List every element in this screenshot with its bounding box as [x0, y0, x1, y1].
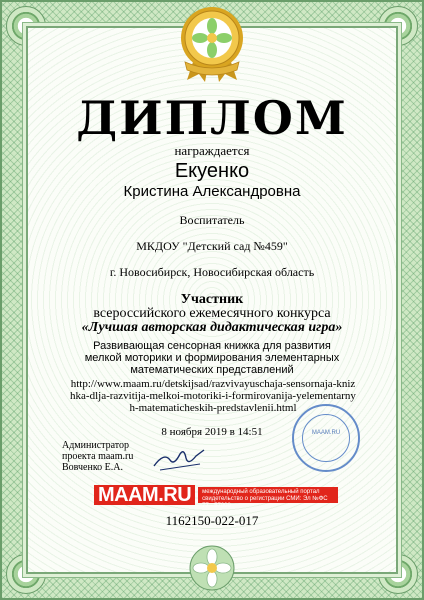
location: г. Новосибирск, Новосибирская область [109, 265, 315, 279]
flower-icon [188, 544, 236, 592]
stamp-inner-ring [302, 414, 350, 462]
brand-tagline: международный образовательный портал свидетельство о регистрации СМИ: Эл №ФС 77 - 57008 [198, 487, 338, 503]
awarded-label: награждается [174, 143, 250, 158]
work-title: Развивающая сенсорная книжка для развития мелкой моторики и формирования элементарных математических представлений [84, 340, 340, 376]
contest-name: «Лучшая авторская дидактическая игра» [81, 320, 343, 335]
stamp-logo: MAAM.RU [311, 430, 341, 436]
diploma-title: ДИПЛОМ [76, 91, 348, 145]
admin-name: Вовченко Е.А. [62, 462, 124, 473]
work-url-link[interactable]: http://www.maam.ru/detskijsad/razvivayuschaja-sensornaja-knizhka-dlja-razvitija-melkoi-motoriki-i-formirovanija-yelementarnyh-matematicheskih-predstavlenii.html [70, 378, 356, 414]
issue-date: 8 ноября 2019 в 14:51 [161, 426, 263, 438]
recipient-surname: Екуенко [174, 160, 250, 182]
admin-line-1: Администратор [62, 440, 130, 451]
recipient-name: Кристина Александровна [123, 183, 301, 200]
brand-logo: MAAM.RU [94, 485, 195, 505]
recipient-position: Воспитатель [179, 213, 245, 227]
official-stamp [292, 404, 360, 472]
diploma-number: 1162150-022-017 [165, 513, 259, 528]
admin-line-2: проекта maam.ru [62, 451, 134, 462]
contest-description: всероссийского ежемесячного конкурса [93, 306, 331, 321]
brand-block [94, 484, 338, 509]
signature-icon [150, 444, 210, 474]
medal-icon [177, 4, 247, 82]
organization: МКДОУ "Детский сад №459" [136, 239, 288, 253]
participant-status: Участник [180, 292, 244, 307]
